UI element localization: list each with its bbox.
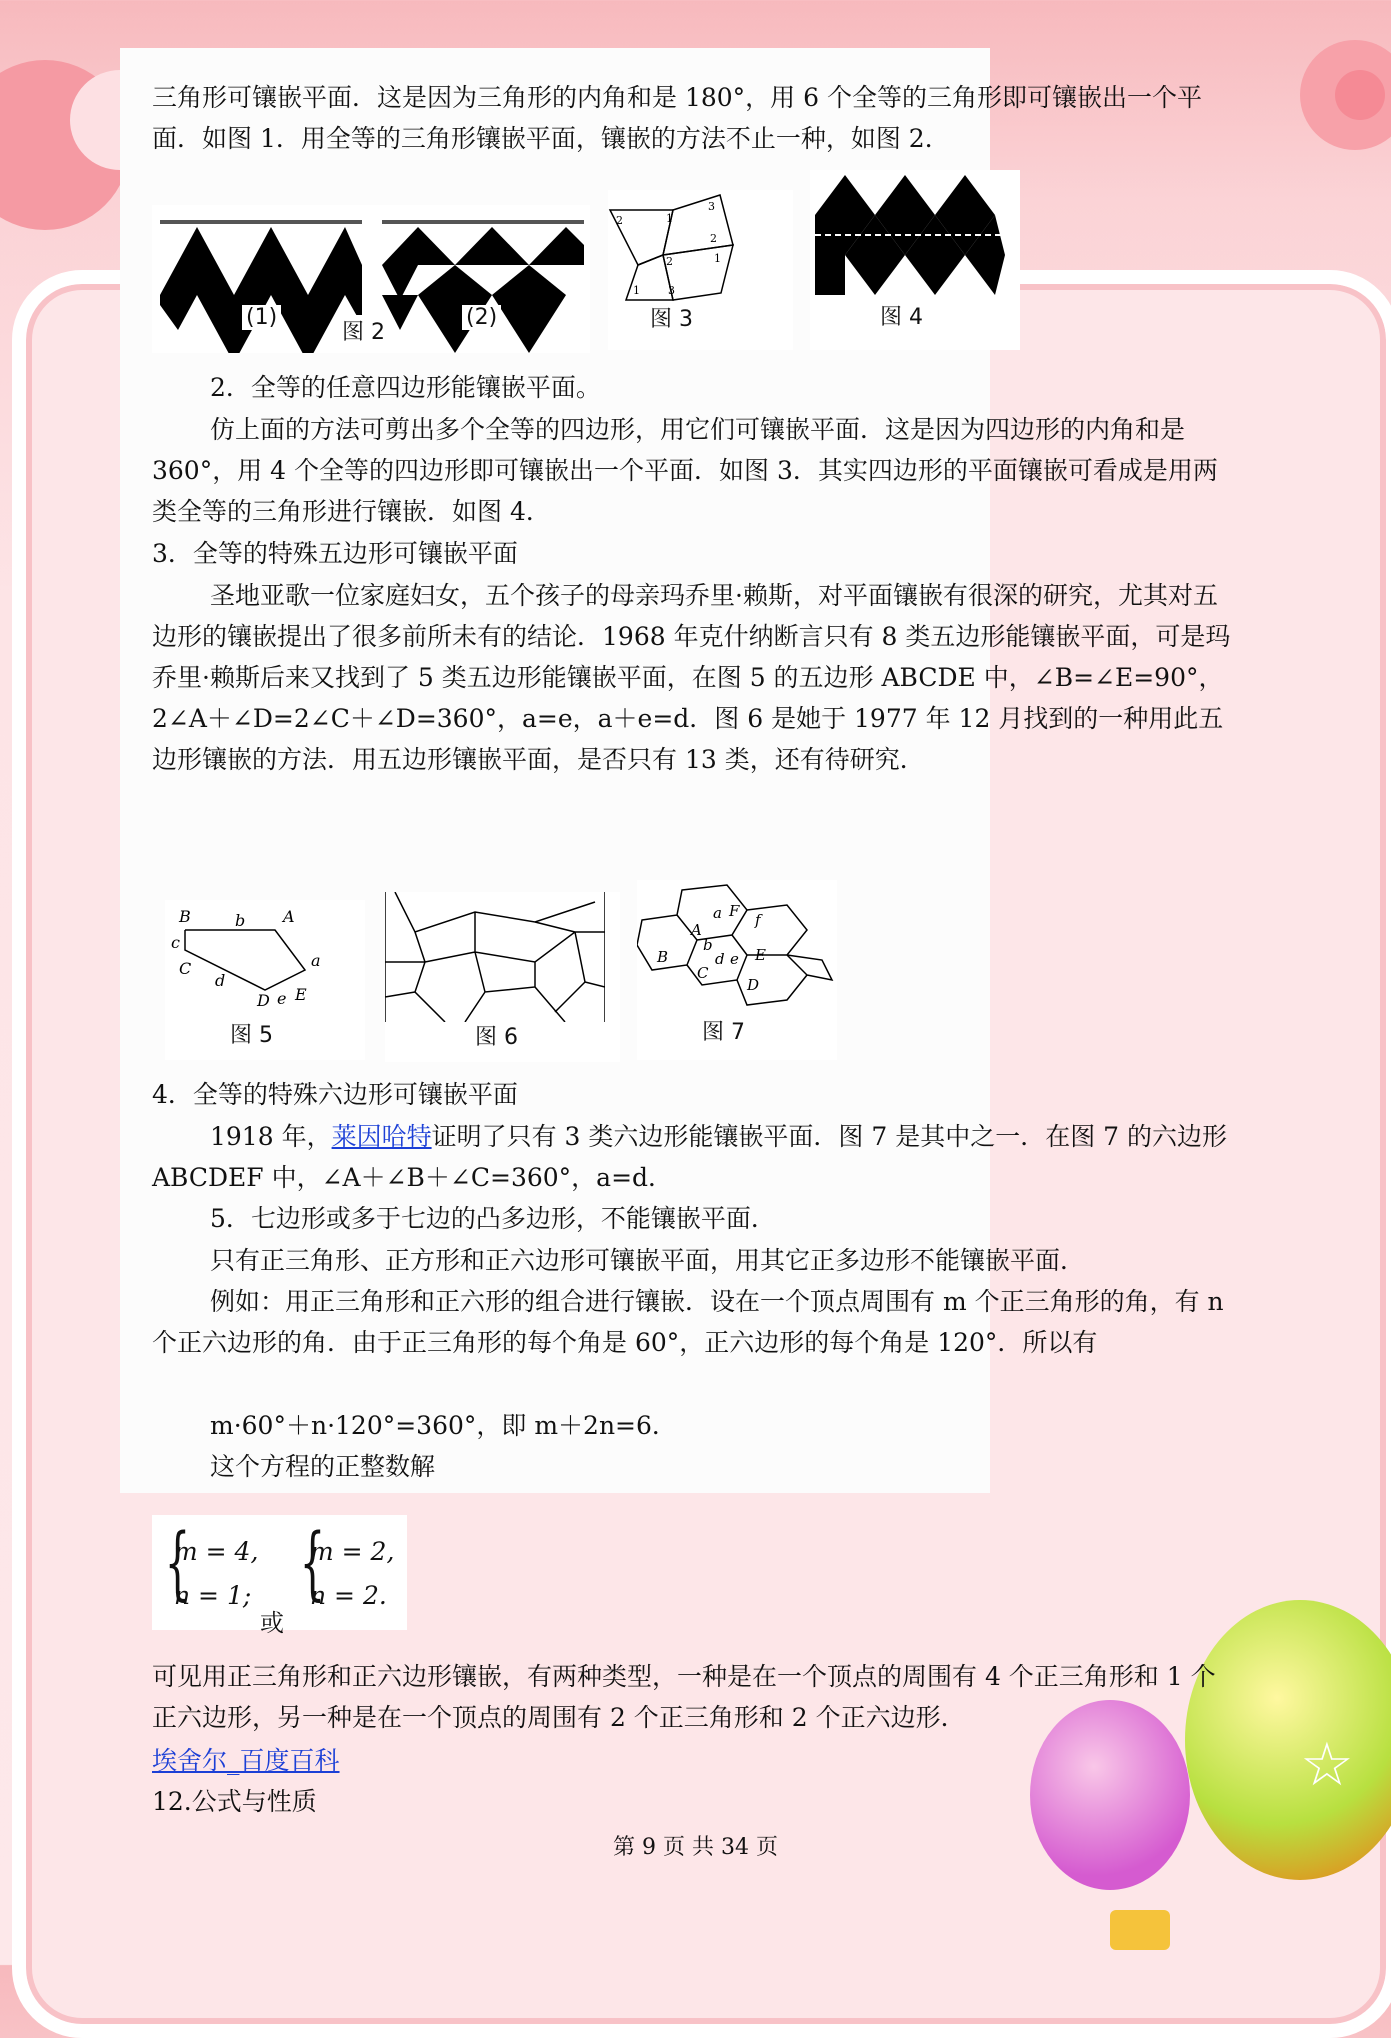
svg-text:a: a	[713, 904, 722, 922]
svg-text:E: E	[295, 985, 307, 1004]
hexagon-tiling-image	[637, 880, 837, 1010]
svg-text:e: e	[730, 950, 739, 968]
paragraph: 例如：用正三角形和正六形的组合进行镶嵌．设在一个顶点周围有 m 个正三角形的角，有 n 个正六边形的角．由于正三角形的每个角是 60°，正六边形的每个角是 120°．所以有	[152, 1287, 1232, 1357]
svg-text:C: C	[179, 959, 192, 978]
figure-6	[385, 892, 620, 1062]
svg-text:a: a	[311, 951, 321, 970]
figure-caption: 图 7	[702, 1020, 745, 1045]
svg-text:2: 2	[616, 214, 623, 227]
text: 1918 年，	[210, 1122, 332, 1151]
svg-text:3: 3	[708, 200, 715, 213]
svg-text:e: e	[277, 989, 287, 1008]
svg-text:c: c	[171, 933, 180, 952]
svg-text:F: F	[729, 902, 740, 920]
or-text: 或	[260, 1609, 284, 1637]
page-footer: 第 9 页 共 34 页	[613, 1835, 778, 1860]
figure-caption: 图 3	[650, 307, 693, 332]
pentagon-tiling-image	[385, 892, 605, 1022]
svg-text:f: f	[755, 911, 761, 929]
paragraph: 可见用正三角形和正六边形镶嵌，有两种类型，一种是在一个顶点的周围有 4 个正三角形和 1 个正六边形，另一种是在一个顶点的周围有 2 个正三角形和 2 个正六边形．	[152, 1662, 1216, 1732]
figure-3	[608, 190, 793, 350]
figure-2	[152, 205, 590, 353]
figure-7	[637, 880, 837, 1060]
text: 证明了只有 3 类六边形能镶嵌平面．图 7 是其中之一．在图 7 的六边形 ABCDEF 中，∠A＋∠B＋∠C=360°，a=d．	[152, 1122, 1235, 1192]
basket-decoration	[1110, 1910, 1170, 1950]
formula: m·60°＋n·120°=360°，即 m＋2n=6．	[210, 1411, 677, 1440]
paragraph: 仿上面的方法可剪出多个全等的四边形，用它们可镶嵌平面．这是因为四边形的内角和是 360°，用 4 个全等的四边形即可镶嵌出一个平面．如图 3．其实四边形的平面镶嵌可看成是用两类全等的三角形进行镶嵌．如图 4．	[152, 415, 1218, 526]
flower-decoration	[1335, 70, 1385, 120]
section-heading: 5．七边形或多于七边的凸多边形，不能镶嵌平面．	[210, 1204, 776, 1233]
paragraph	[152, 1740, 1238, 1781]
svg-text:d: d	[215, 971, 226, 990]
svg-text:b: b	[235, 911, 246, 930]
svg-text:3: 3	[668, 284, 675, 297]
link-escher-baike[interactable]: 埃舍尔_百度百科	[152, 1746, 340, 1775]
paragraph: 三角形可镶嵌平面．这是因为三角形的内角和是 180°，用 6 个全等的三角形即可镶嵌出一个平面．如图 1．用全等的三角形镶嵌平面，镶嵌的方法不止一种，如图 2．	[152, 83, 1202, 153]
equation-system: { m = 4, n = 1; 或 { m = 2, n = 2.	[152, 1515, 407, 1630]
figure-caption: 图 4	[880, 305, 923, 330]
svg-text:E: E	[755, 946, 766, 964]
svg-text:d: d	[715, 950, 725, 968]
section-heading: 2．全等的任意四边形能镶嵌平面。	[210, 373, 601, 402]
svg-text:1: 1	[633, 284, 640, 297]
figure-caption: (2)	[462, 305, 501, 330]
svg-text:B: B	[179, 907, 191, 926]
svg-text:1: 1	[714, 252, 721, 265]
quadrilateral-tiling-image	[608, 190, 793, 305]
svg-text:B: B	[657, 948, 669, 966]
equation: m = 4,	[174, 1537, 259, 1566]
equation: m = 2,	[310, 1537, 395, 1566]
figure-caption: (1)	[242, 305, 281, 330]
figure-caption: 图 2	[338, 315, 389, 346]
svg-text:A: A	[691, 921, 702, 939]
paragraph: 圣地亚歌一位家庭妇女，五个孩子的母亲玛乔里·赖斯，对平面镶嵌有很深的研究，尤其对五边形的镶嵌提出了很多前所未有的结论．1968 年克什纳断言只有 8 类五边形能镶嵌平面，可是玛乔里·赖斯后来又找到了 5 类五边形能镶嵌平面，在图 5 的五边形 ABCDE 中，∠B=∠E=90°，2∠A＋∠D=2∠C＋∠D=360°，a=e，a＋e=d．图 6 是她于 1977 年 12 月找到的一种用此五边形镶嵌的方法．用五边形镶嵌平面，是否只有 13 类，还有待研究．	[152, 581, 1231, 774]
equation: n = 2.	[310, 1581, 387, 1610]
svg-text:2: 2	[666, 255, 673, 268]
star-icon: ☆	[1300, 1730, 1354, 1800]
paragraph: 只有正三角形、正方形和正六边形可镶嵌平面，用其它正多边形不能镶嵌平面．	[210, 1246, 1086, 1275]
figure-5	[165, 900, 365, 1060]
svg-text:D: D	[747, 976, 760, 994]
figure-4	[810, 170, 1020, 350]
svg-text:C: C	[697, 964, 709, 982]
section-heading: 12.公式与性质	[152, 1787, 317, 1816]
figure-caption: 图 5	[230, 1023, 273, 1048]
svg-text:1: 1	[666, 212, 673, 225]
svg-text:D: D	[257, 991, 270, 1010]
diamond-tiling-image	[810, 170, 1020, 300]
figure-caption: 图 6	[475, 1025, 518, 1050]
section-heading: 3．全等的特殊五边形可镶嵌平面	[152, 539, 518, 568]
paragraph: 这个方程的正整数解	[210, 1452, 436, 1481]
link-reinhardt[interactable]: 莱因哈特	[331, 1122, 432, 1151]
section-heading: 4．全等的特殊六边形可镶嵌平面	[152, 1080, 518, 1109]
equation: n = 1;	[174, 1581, 252, 1610]
pentagon-image	[165, 900, 365, 1010]
svg-text:b: b	[703, 936, 713, 954]
svg-text:A: A	[283, 907, 295, 926]
paragraph	[152, 1116, 1238, 1198]
svg-text:2: 2	[710, 232, 717, 245]
